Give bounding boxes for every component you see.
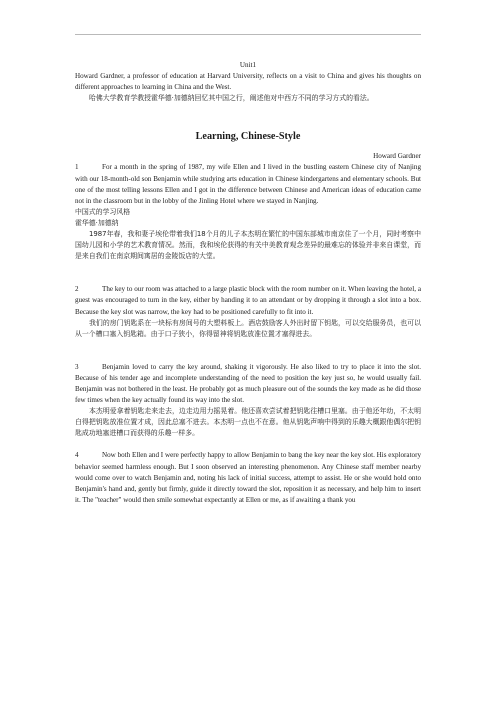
paragraph-3-chinese: 本杰明爱拿着钥匙走来走去，边走边用力摇晃着。他还喜欢尝试着把钥匙往槽口里塞。由于他还年幼，不太明白得把钥匙放准位置才成，因此总塞不进去。本杰明一点也不在意。他从钥匙声响中得到的乐趣大概跟他偶尔把钥匙成功地塞进槽口而获得的乐趣一样多。	[75, 407, 421, 438]
paragraph-2-english: 2 The key to our room was attached to a large plastic block with the room number on it. When leaving the hotel, a guest was encouraged to turn in the key, either by handing it to an attendant or by dropping it through a slot into a box. Because the key slot was narrow, the key had to be positioned carefully to fit into it.	[75, 285, 421, 316]
chinese-author: 霍华德·加德纳	[75, 218, 119, 227]
chinese-title: 中国式的学习风格	[75, 207, 131, 216]
document-body	[75, 46, 421, 506]
paragraph-2-chinese: 我们的房门钥匙系在一块标有房间号的大塑料板上。酒店鼓励客人外出时留下钥匙，可以交给服务员，也可以从一个槽口塞入钥匙箱。由于口子狭小，你得留神将钥匙放准位置才塞得进去。	[75, 318, 421, 338]
unit-label: Unit1	[239, 61, 257, 69]
paragraph-number: 3	[75, 362, 79, 371]
paragraph-number: 1	[75, 163, 79, 172]
intro-chinese: 哈佛大学教育学教授霍华德·加德纳回忆其中国之行，阐述他对中西方不同的学习方式的看法。	[89, 94, 374, 103]
paragraph-1-chinese: 1987年春，我和妻子埃伦带着我们18个月的儿子本杰明在繁忙的中国东部城市南京住了一个月，同时考察中国幼儿园和小学的艺术教育情况。然而，我和埃伦获得的有关中美教育观念差异的最难忘的体验并非来自课堂，而是来自我们在南京期间寓居的金陵饭店的大堂。	[75, 230, 421, 261]
paragraph-4-english: 4 Now both Ellen and I were perfectly happy to allow Benjamin to bang the key near the key slot. His exploratory behavior seemed harmless enough. But I soon observed an interesting phenomenon. Any Chinese staff member nearby would come over to watch Benjamin and, noting his lack of initial success, attempt to assist. He or she would hold onto Benjamin's hand and, gently but firmly, guide it directly toward the slot, reposition it as necessary, and help him to insert it. The "teacher" would then smile somewhat expectantly at Ellen or me, as if awaiting a thank you	[75, 451, 421, 504]
paragraph-number: 4	[75, 451, 79, 460]
paragraph-1-english: 1 For a month in the spring of 1987, my wife Ellen and I lived in the bustling eastern Chinese city of Nanjing with our 18-month-old son Benjamin while studying arts education in Chinese kindergartens and elementary schools. But one of the most telling lessons Ellen and I got in the difference between Chinese and American ideas of education came not in the classroom but in the lobby of the Jinling Hotel where we stayed in Nanjing.	[75, 163, 421, 205]
intro-english: Howard Gardner, a professor of education at Harvard University, reflects on a visit to China and gives his thoughts on different approaches to learning in China and the West.	[75, 72, 421, 92]
paragraph-number: 2	[75, 285, 79, 294]
paragraph-3-english: 3 Benjamin loved to carry the key around, shaking it vigorously. He also liked to try to place it into the slot. Because of his tender age and incomplete understanding of the need to position the key just so, he would usually fail. Benjamin was not bothered in the least. He probably got as much pleasure out of the sounds the key made as he did those few times when the key actually found its way into the slot.	[75, 362, 421, 405]
article-title: Learning, Chinese-Style	[195, 131, 301, 143]
header-rule	[75, 34, 421, 35]
article-author: Howard Gardner	[373, 152, 421, 161]
